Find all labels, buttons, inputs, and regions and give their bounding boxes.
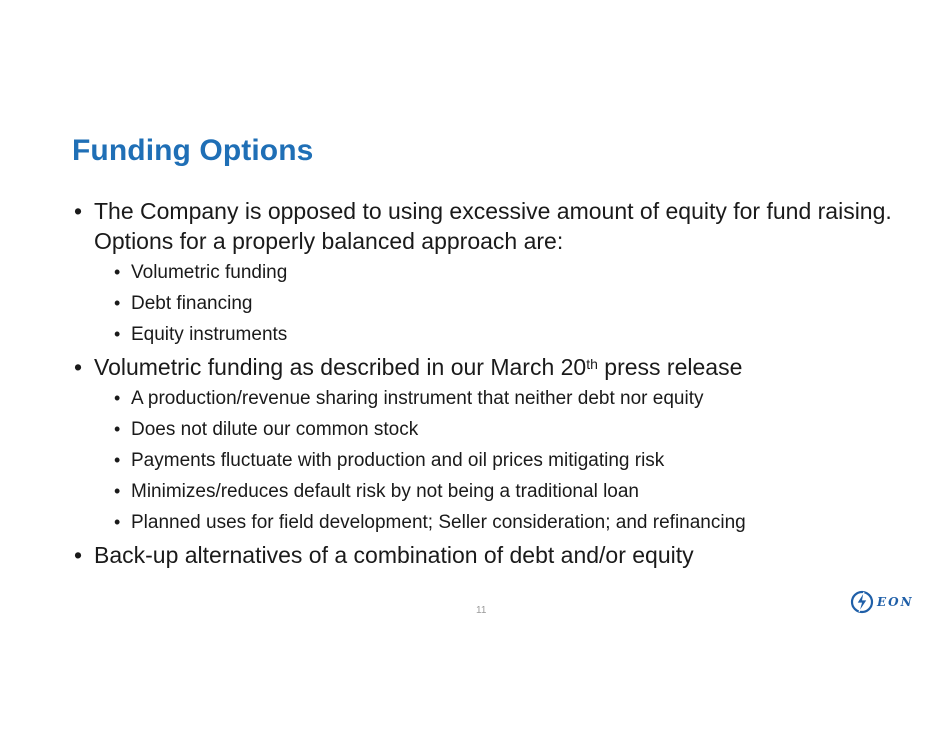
- bullet-superscript: th: [586, 356, 598, 372]
- sub-bullet-item: [74, 445, 914, 476]
- bullet-dot: •: [114, 324, 121, 344]
- bullet-dot: •: [114, 388, 121, 408]
- bullet-dot: •: [114, 293, 121, 313]
- bullet-dot: •: [114, 450, 121, 470]
- sub-bullet-item: [74, 257, 914, 288]
- bullet-text-before: Volumetric funding as described in our March 20: [94, 354, 587, 380]
- sub-bullet-item: [74, 507, 914, 538]
- bullet-dot: •: [114, 262, 121, 282]
- company-logo: [850, 590, 914, 614]
- bullet-item: [74, 540, 914, 570]
- slide-title: Funding Options: [72, 134, 314, 167]
- sub-bullet-text: Planned uses for field development; Seller consideration; and refinancing: [131, 512, 746, 533]
- sub-bullet-item: [74, 288, 914, 319]
- bullet-text: Back-up alternatives of a combination of debt and/or equity: [94, 542, 694, 568]
- bullet-item: [74, 196, 914, 256]
- bullet-dot: •: [114, 419, 121, 439]
- bullet-dot: •: [114, 481, 121, 501]
- sub-bullet-item: [74, 383, 914, 414]
- bullet-dot: •: [74, 198, 83, 224]
- sub-bullet-item: [74, 414, 914, 445]
- sub-bullet-text: Volumetric funding: [131, 262, 288, 283]
- sub-bullet-text: Does not dilute our common stock: [131, 419, 419, 440]
- sub-bullet-item: [74, 476, 914, 507]
- sub-bullet-text: A production/revenue sharing instrument that neither debt nor equity: [131, 388, 704, 409]
- sub-bullet-text: Debt financing: [131, 293, 253, 314]
- bullet-dot: •: [74, 542, 83, 568]
- logo-text: EON: [877, 595, 914, 609]
- sub-bullet-text: Equity instruments: [131, 324, 288, 345]
- sub-bullet-text: Payments fluctuate with production and oil prices mitigating risk: [131, 450, 665, 471]
- bullet-dot: •: [74, 354, 83, 380]
- bullet-text: The Company is opposed to using excessive amount of equity for fund raising. Options for a properly balanced approach are:: [94, 198, 892, 254]
- bullet-dot: •: [114, 512, 121, 532]
- bullet-list: [74, 196, 914, 570]
- page-number: 11: [476, 605, 487, 616]
- sub-bullet-text: Minimizes/reduces default risk by not being a traditional loan: [131, 481, 639, 502]
- sub-bullet-item: [74, 319, 914, 350]
- bullet-item: [74, 352, 914, 382]
- bullet-text-after: press release: [597, 354, 743, 380]
- eon-lightning-logo-icon: [850, 590, 874, 614]
